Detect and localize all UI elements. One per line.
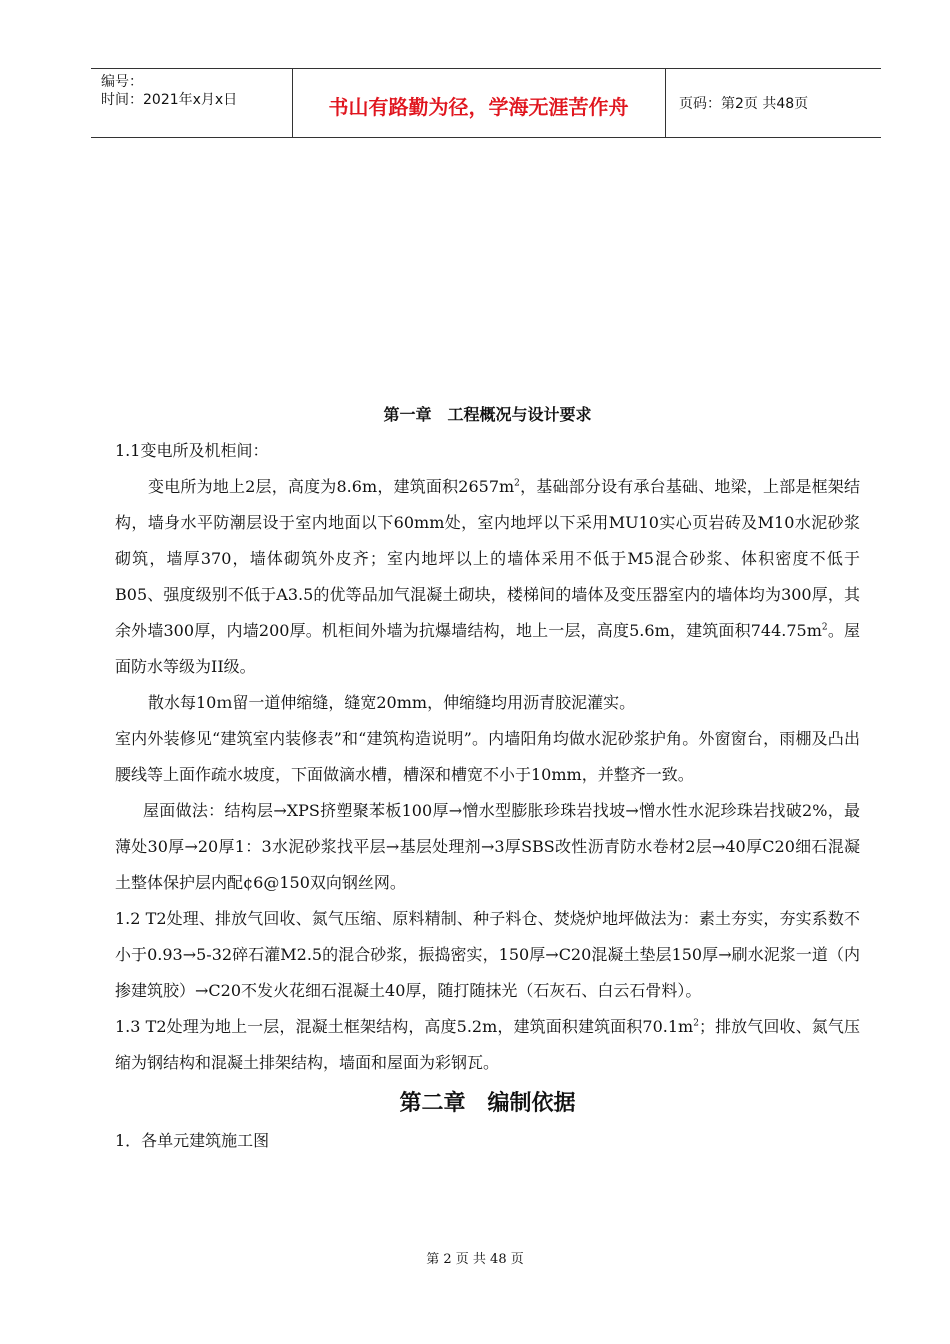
section-1-1-paragraph: 室内外装修见“建筑室内装修表”和“建筑构造说明”。内墙阳角均做水泥砂浆护角。外窗窗台，雨棚及凸出腰线等上面作疏水坡度，下面做滴水槽，槽深和槽宽不小于10mm，并整齐一致。 bbox=[115, 729, 860, 784]
paragraph-text: 1.3 T2处理为地上一层，混凝土框架结构，高度5.2m，建筑面积建筑面积70.1m bbox=[115, 1017, 694, 1036]
header-page-label: 页码：第2页 共48页 bbox=[679, 96, 809, 112]
document-body bbox=[115, 397, 860, 1159]
chapter1-title: 第一章 工程概况与设计要求 bbox=[383, 405, 592, 424]
time-label: 时间：2021年x月x日 bbox=[101, 92, 238, 108]
superscript: 2 bbox=[821, 622, 828, 633]
paragraph-text: ；排放气回收、氮气压缩为钢结构和混凝土排架结构，墙面和屋面为彩钢瓦。 bbox=[115, 1017, 860, 1072]
chapter2-item: 1．各单元建筑施工图 bbox=[115, 1131, 270, 1150]
section-1-1-paragraph: 屋面做法：结构层→XPS挤塑聚苯板100厚→憎水型膨胀珍珠岩找坡→憎水性水泥珍珠岩找破2%，最薄处30厚→20厚1：3水泥砂浆找平层→基层处理剂→3厚SBS改性沥青防水卷材2层→40厚C20细石混凝土整体保护层内配¢6@150双向钢丝网。 bbox=[115, 801, 860, 892]
header-divider bbox=[665, 69, 666, 137]
superscript: 2 bbox=[693, 1018, 699, 1029]
chapter2-title: 第二章 编制依据 bbox=[399, 1090, 576, 1116]
paragraph-text: ，基础部分设有承台基础、地梁，上部是框架结构，墙身水平防潮层设于室内地面以下60mm处，室内地坪以下采用MU10实心页岩砖及M10水泥砂浆砌筑，墙厚370，墙体砌筑外皮齐；室内地坪以上的墙体采用不低于M5混合砂浆、体积密度不低于B05、强度级别不低于A3.5的优等品加气混凝土砌块，楼梯间的墙体及变压器室内的墙体均为300厚，其余外墙300厚，内墙200厚。机柜间外墙为抗爆墙结构，地上一层，高度5.6m，建筑面积744.75m bbox=[115, 477, 860, 640]
number-label: 编号： bbox=[101, 74, 143, 90]
paragraph-text: 变电所为地上2层，高度为8.6m，建筑面积2657m bbox=[148, 477, 515, 496]
header-motto: 书山有路勤为径，学海无涯苦作舟 bbox=[328, 95, 629, 119]
page-footer: 第 2 页 共 48 页 bbox=[426, 1252, 524, 1267]
section-1-2-paragraph: 1.2 T2处理、排放气回收、氮气压缩、原料精制、种子料仓、焚烧炉地坪做法为：素土夯实，夯实系数不小于0.93→5-32碎石灌M2.5的混合砂浆，振捣密实，150厚→C20混凝土垫层150厚→刷水泥浆一道（内掺建筑胶）→C20不发火花细石混凝土40厚，随打随抹光（石灰石、白云石骨料）。 bbox=[115, 909, 860, 1000]
section-1-1-paragraph bbox=[115, 469, 860, 685]
section-1-1-paragraph: 散水每10ｍ留一道伸缩缝，缝宽20mm，伸缩缝均用沥青胶泥灌实。 bbox=[148, 693, 636, 712]
header-meta bbox=[101, 73, 237, 109]
superscript: 2 bbox=[514, 478, 520, 489]
page-header bbox=[91, 68, 881, 138]
section-1-1-heading: 1.1变电所及机柜间： bbox=[115, 441, 269, 460]
section-1-3-paragraph bbox=[115, 1009, 860, 1081]
paragraph-text: 。屋面防水等级为II级。 bbox=[115, 621, 860, 676]
